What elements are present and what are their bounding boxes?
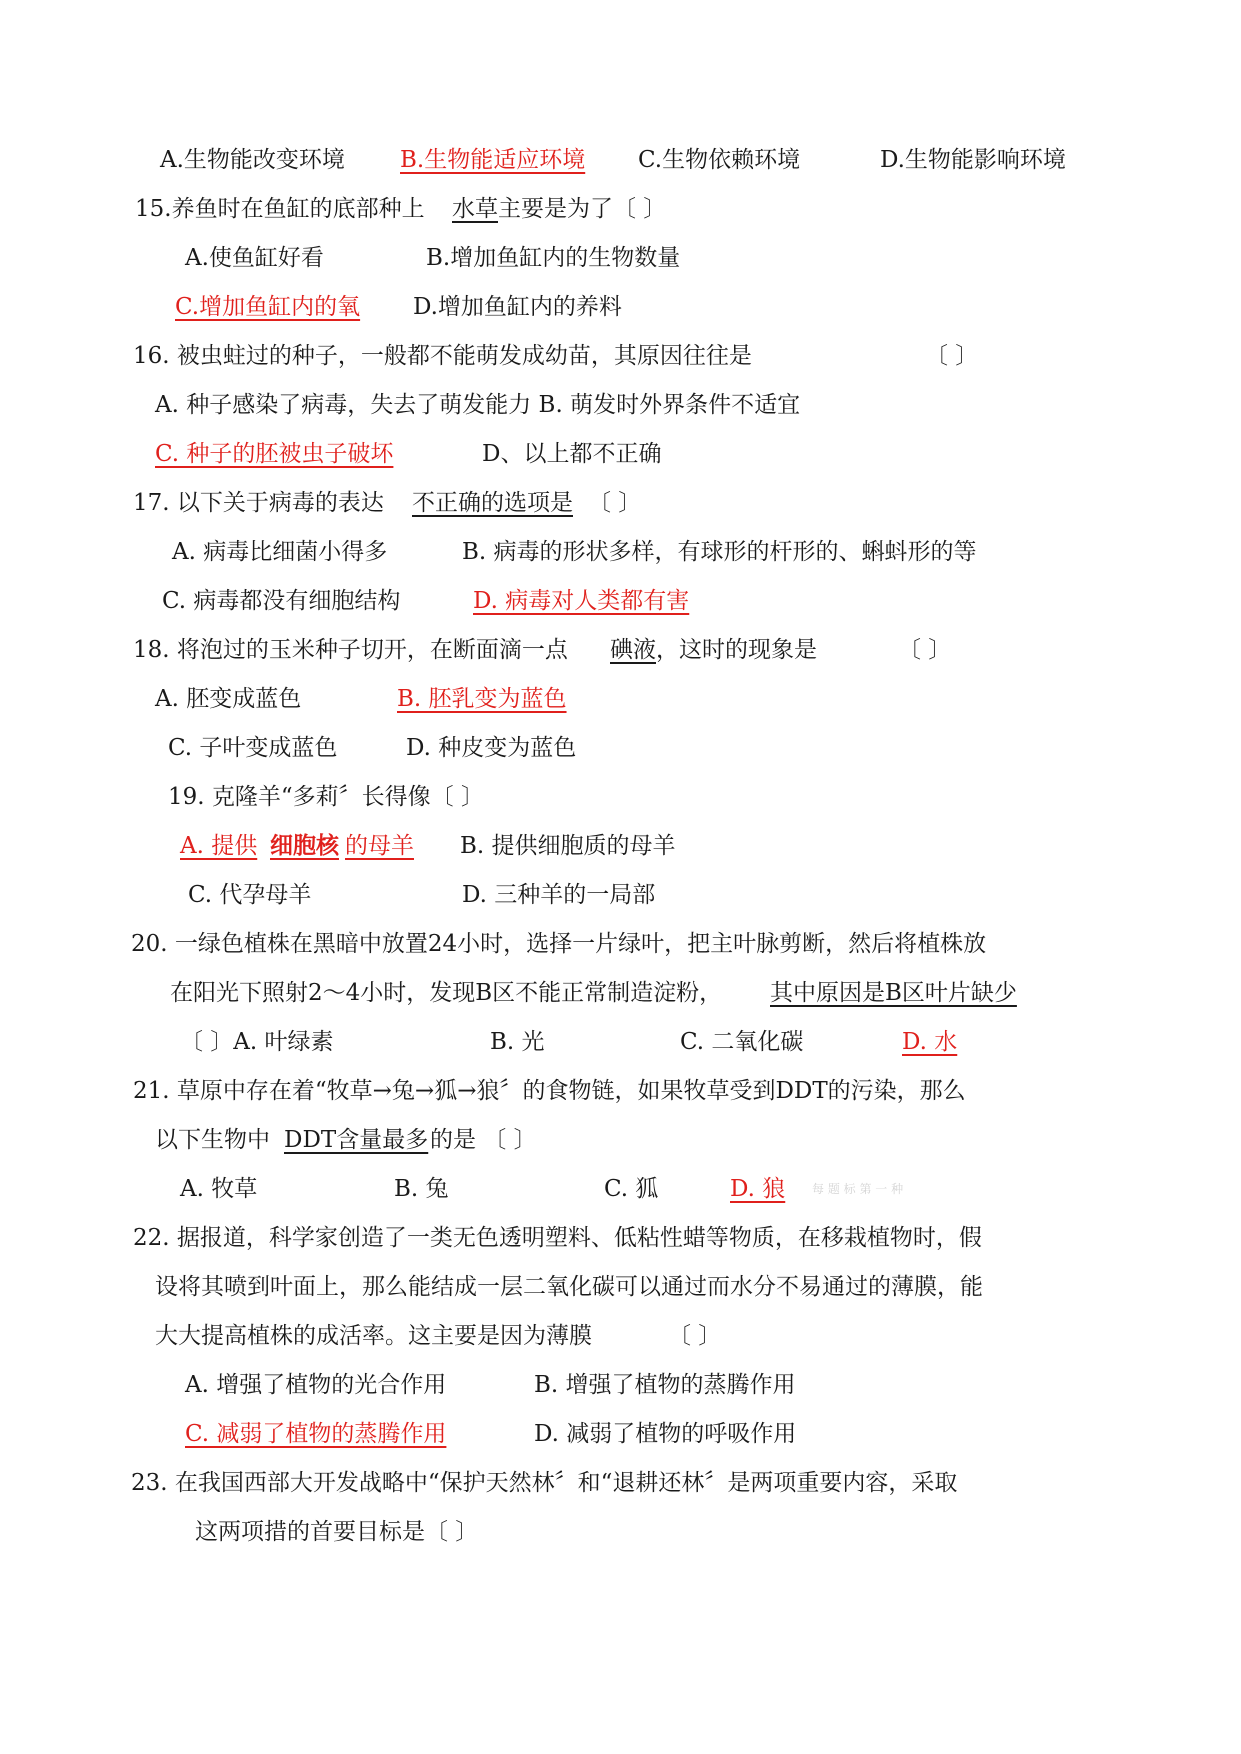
text-line bbox=[0, 243, 1241, 273]
text-segment: 19. 克隆羊“多莉〞长得像〔 〕 bbox=[168, 784, 484, 810]
text-line bbox=[0, 1517, 1241, 1547]
text-segment: 〔 〕 bbox=[668, 1323, 722, 1349]
text-line bbox=[0, 684, 1241, 714]
text-segment: D.生物能影响环境 bbox=[880, 147, 1066, 173]
text-segment: 21. 草原中存在着“牧草→兔→狐→狼〞的食物链，如果牧草受到DDT的污染，那么 bbox=[133, 1078, 966, 1104]
answer-text: B. 胚乳变为蓝色 bbox=[397, 686, 567, 712]
answer-text: 细胞核 bbox=[270, 832, 339, 859]
text-line bbox=[0, 1076, 1241, 1106]
text-line bbox=[0, 978, 1241, 1008]
text-segment: A.使鱼缸好看 bbox=[185, 245, 324, 271]
text-segment: 每 题 标 第 一 种 bbox=[812, 1182, 904, 1196]
answer-text: C. 减弱了植物的蒸腾作用 bbox=[185, 1421, 447, 1447]
text-segment: 23. 在我国西部大开发战略中“保护天然林〞和“退耕还林〞是两项重要内容，采取 bbox=[131, 1470, 958, 1496]
text-segment: 不正确的选项是 bbox=[412, 490, 573, 516]
text-line bbox=[0, 782, 1241, 812]
text-line bbox=[0, 733, 1241, 763]
answer-text: C.增加鱼缸内的氧 bbox=[175, 294, 361, 320]
text-segment: 这两项措的首要目标是〔 〕 bbox=[195, 1519, 479, 1545]
text-segment: 主要是为了〔 〕 bbox=[498, 196, 667, 222]
text-segment: 大大提高植株的成活率。这主要是因为薄膜 bbox=[155, 1323, 592, 1349]
answer-text: D. 水 bbox=[902, 1029, 958, 1055]
text-segment: 18. 将泡过的玉米种子切开，在断面滴一点 bbox=[133, 637, 568, 663]
text-segment: A.生物能改变环境 bbox=[160, 147, 345, 173]
text-segment: 设将其喷到叶面上，那么能结成一层二氧化碳可以通过而水分不易通过的薄膜，能 bbox=[155, 1274, 983, 1300]
text-segment: ，这时的现象是 bbox=[656, 637, 817, 663]
text-line bbox=[0, 635, 1241, 665]
text-segment: 其中原因是B区叶片缺少 bbox=[770, 980, 1017, 1006]
text-segment: 〔 〕 bbox=[588, 490, 642, 516]
text-line bbox=[0, 1125, 1241, 1155]
text-segment: D. 种皮变为蓝色 bbox=[406, 735, 577, 761]
text-segment: 〔 〕A. 叶绿素 bbox=[180, 1029, 334, 1055]
text-segment: 〔 〕 bbox=[925, 343, 979, 369]
text-segment: 20. 一绿色植株在黑暗中放置24小时，选择一片绿叶，把主叶脉剪断，然后将植株放 bbox=[131, 931, 987, 957]
text-line bbox=[0, 194, 1241, 224]
text-line bbox=[0, 292, 1241, 322]
answer-text: D. 狼 bbox=[730, 1176, 786, 1202]
text-line bbox=[0, 145, 1241, 175]
text-line bbox=[0, 1272, 1241, 1302]
text-segment: 〔 〕 bbox=[898, 637, 952, 663]
text-segment: D. 三种羊的一局部 bbox=[462, 882, 656, 908]
text-segment: B. 光 bbox=[490, 1029, 545, 1055]
text-line bbox=[0, 1223, 1241, 1253]
answer-text: B.生物能适应环境 bbox=[400, 147, 586, 173]
text-segment: B. 增强了植物的蒸腾作用 bbox=[534, 1372, 796, 1398]
text-segment: A. 病毒比细菌小得多 bbox=[172, 539, 388, 565]
text-line bbox=[0, 929, 1241, 959]
text-segment: C. 代孕母羊 bbox=[188, 882, 312, 908]
text-line bbox=[0, 831, 1241, 861]
text-segment: 16. 被虫蛀过的种子，一般都不能萌发成幼苗，其原因往往是 bbox=[133, 343, 752, 369]
text-segment: B.增加鱼缸内的生物数量 bbox=[426, 245, 681, 271]
text-segment: B. 兔 bbox=[394, 1176, 449, 1202]
text-line bbox=[0, 880, 1241, 910]
text-segment: A. 牧草 bbox=[180, 1176, 258, 1202]
text-segment: 水草 bbox=[452, 196, 498, 222]
text-segment: B. 病毒的形状多样，有球形的杆形的、蝌蚪形的等 bbox=[462, 539, 977, 565]
text-segment: A. 胚变成蓝色 bbox=[155, 686, 302, 712]
text-line bbox=[0, 586, 1241, 616]
text-line bbox=[0, 1370, 1241, 1400]
text-segment: 以下生物中 bbox=[155, 1127, 270, 1153]
text-line bbox=[0, 439, 1241, 469]
text-segment: 22. 据报道，科学家创造了一类无色透明塑料、低粘性蜡等物质，在移栽植物时，假 bbox=[133, 1225, 982, 1251]
text-line bbox=[0, 390, 1241, 420]
answer-text: D. 病毒对人类都有害 bbox=[473, 588, 690, 614]
answer-text: A. 提供 bbox=[180, 833, 258, 859]
text-segment: D. 减弱了植物的呼吸作用 bbox=[534, 1421, 797, 1447]
text-line bbox=[0, 1419, 1241, 1449]
text-segment: C. 二氧化碳 bbox=[680, 1029, 804, 1055]
text-line bbox=[0, 537, 1241, 567]
text-line bbox=[0, 341, 1241, 371]
text-segment: 的是 〔 〕 bbox=[430, 1127, 537, 1153]
text-segment: C. 子叶变成蓝色 bbox=[168, 735, 338, 761]
text-line bbox=[0, 488, 1241, 518]
text-segment: C. 狐 bbox=[604, 1176, 659, 1202]
text-line bbox=[0, 1468, 1241, 1498]
text-segment: C. 病毒都没有细胞结构 bbox=[162, 588, 401, 614]
text-segment: 在阳光下照射2～4小时，发现B区不能正常制造淀粉， bbox=[170, 980, 723, 1006]
text-segment: B. 提供细胞质的母羊 bbox=[460, 833, 676, 859]
text-segment: D.增加鱼缸内的养料 bbox=[413, 294, 622, 320]
text-segment: 碘液 bbox=[610, 637, 656, 663]
text-segment: A. 增强了植物的光合作用 bbox=[185, 1372, 447, 1398]
text-segment: D、以上都不正确 bbox=[482, 441, 662, 467]
answer-text: C. 种子的胚被虫子破坏 bbox=[155, 441, 394, 467]
text-segment: 17. 以下关于病毒的表达 bbox=[133, 490, 384, 516]
text-line bbox=[0, 1174, 1241, 1204]
text-segment: A. 种子感染了病毒，失去了萌发能力 B. 萌发时外界条件不适宜 bbox=[155, 392, 801, 418]
text-line bbox=[0, 1027, 1241, 1057]
answer-text: 的母羊 bbox=[345, 833, 414, 859]
text-segment: C.生物依赖环境 bbox=[638, 147, 801, 173]
text-segment: 15.养鱼时在鱼缸的底部种上 bbox=[135, 196, 425, 222]
text-line bbox=[0, 1321, 1241, 1351]
text-segment: DDT含量最多 bbox=[284, 1127, 429, 1153]
